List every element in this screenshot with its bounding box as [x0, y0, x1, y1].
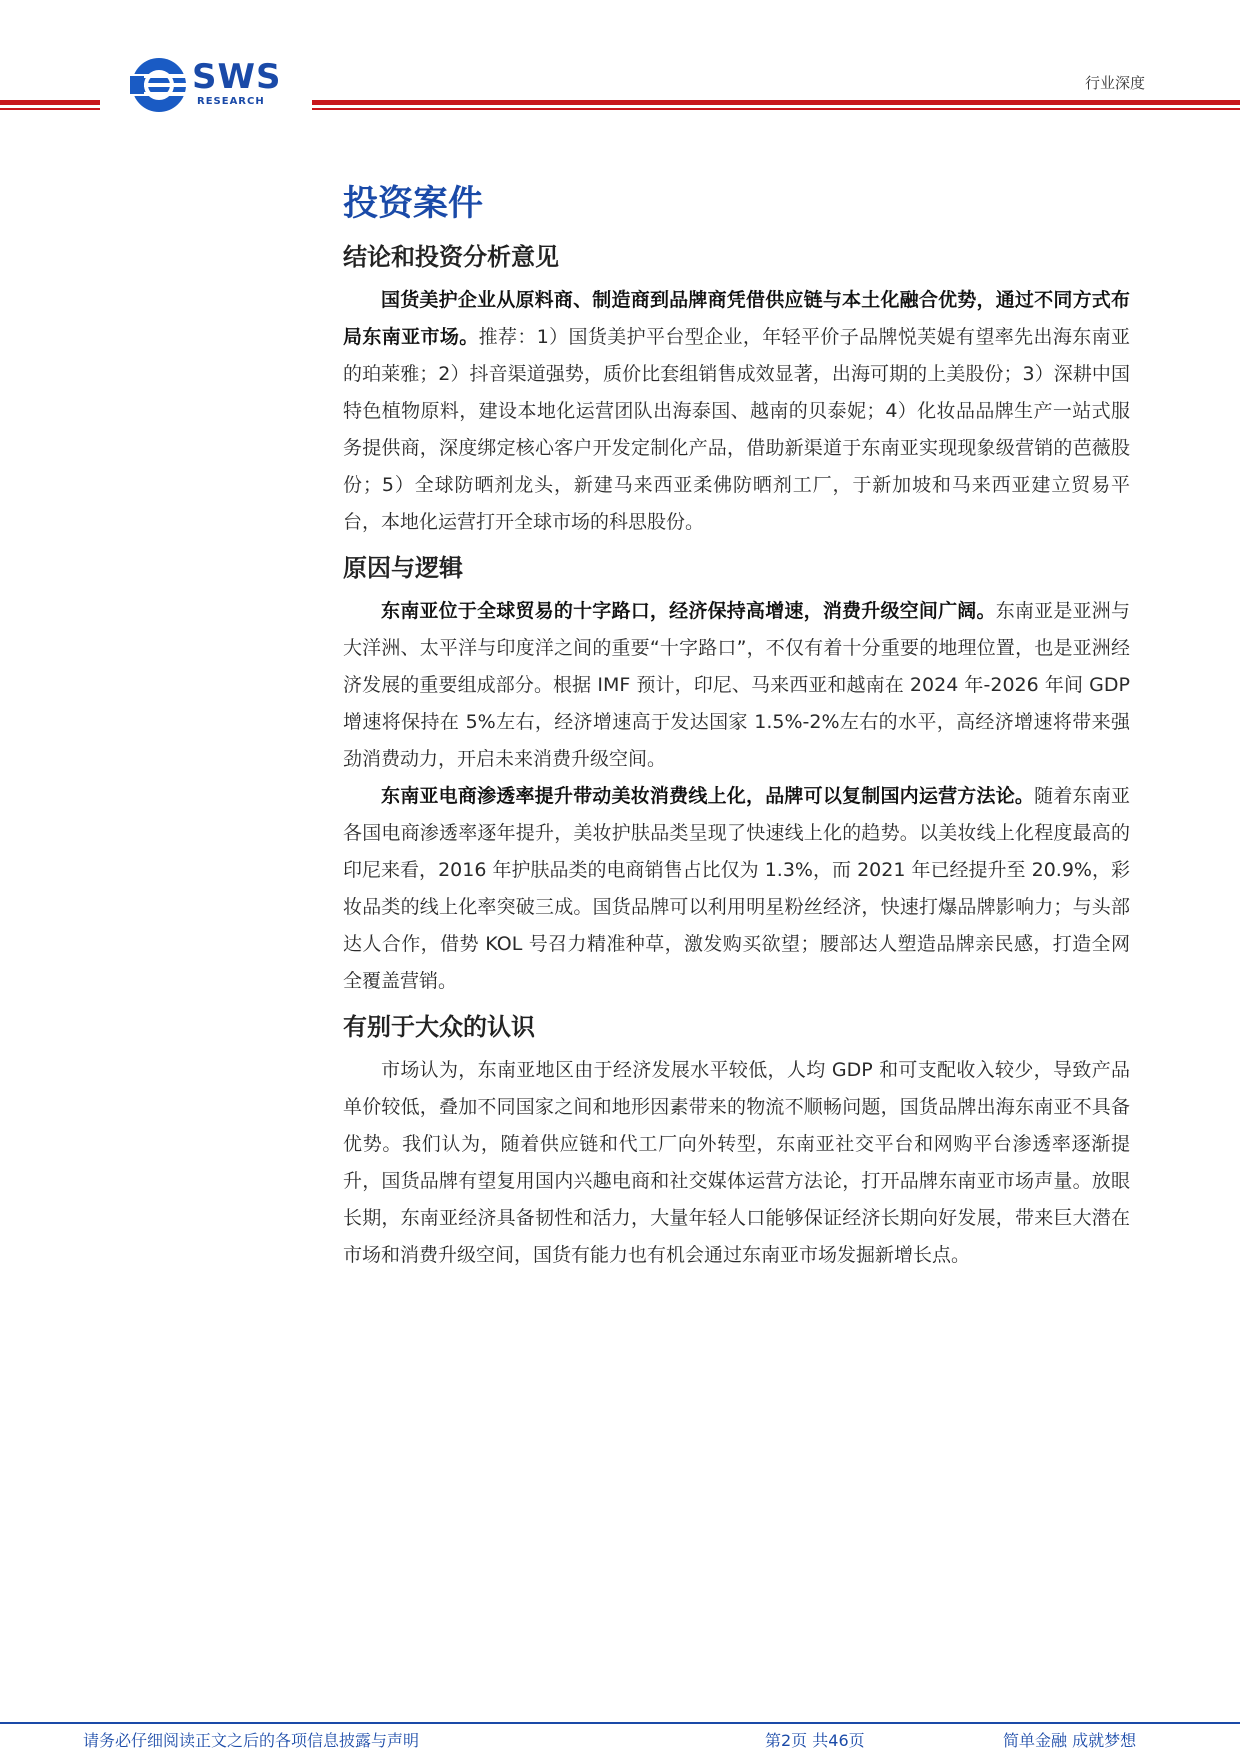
paragraph [343, 593, 1130, 778]
paragraph-body: 随着东南亚各国电商渗透率逐年提升，美妆护肤品类呈现了快速线上化的趋势。以美妆线上化程度最高的印尼来看，2016 年护肤品类的电商销售占比仅为 1.3%，而 2021 年已经提升至 20.9%，彩妆品类的线上化率突破三成。国货品牌可以利用明星粉丝经济，快速打爆品牌影响力；与头部达人合作，借势 KOL 号召力精准种草，激发购买欲望；腰部达人塑造品牌亲民感，打造全网全覆盖营销。 [343, 785, 1130, 992]
paragraph [343, 1052, 1130, 1274]
paragraph-body: 东南亚是亚洲与大洋洲、太平洋与印度洋之间的重要“十字路口”，不仅有着十分重要的地理位置，也是亚洲经济发展的重要组成部分。根据 IMF 预计，印尼、马来西亚和越南在 2024 年-2026 年间 GDP 增速将保持在 5%左右，经济增速高于发达国家 1.5%-2%左右的水平，高经济增速将带来强劲消费动力，开启未来消费升级空间。 [343, 600, 1130, 770]
paragraph-body: 市场认为，东南亚地区由于经济发展水平较低，人均 GDP 和可支配收入较少，导致产品单价较低，叠加不同国家之间和地形因素带来的物流不顺畅问题，国货品牌出海东南亚不具备优势。我们认为，随着供应链和代工厂向外转型，东南亚社交平台和网购平台渗透率逐渐提升，国货品牌有望复用国内兴趣电商和社交媒体运营方法论，打开品牌东南亚市场声量。放眼长期，东南亚经济具备韧性和活力，大量年轻人口能够保证经济长期向好发展，带来巨大潜在市场和消费升级空间，国货有能力也有机会通过东南亚市场发掘新增长点。 [343, 1059, 1130, 1266]
footer-slogan: 简单金融 成就梦想 [1003, 1731, 1137, 1750]
section-conclusion [343, 238, 1130, 541]
page-number: 第2页 共46页 [765, 1731, 865, 1750]
paragraph [343, 282, 1130, 541]
paragraph-lead: 东南亚电商渗透率提升带动美妆消费线上化，品牌可以复制国内运营方法论。 [381, 785, 1035, 807]
section-heading: 结论和投资分析意见 [343, 243, 559, 271]
page-title: 投资案件 [343, 184, 484, 224]
section-heading: 有别于大众的认识 [343, 1013, 535, 1041]
header-rule-left-thin [0, 108, 100, 110]
footer-disclaimer: 请务必仔细阅读正文之后的各项信息披露与声明 [83, 1731, 420, 1750]
section-differentiated-view [343, 1008, 1130, 1274]
paragraph-lead: 国货美护企业从原料商、制造商到品牌商凭借供应链与本土化融合优势，通过不同方式布局东南亚市场。 [343, 289, 1130, 348]
header-rule-right-thin [312, 108, 1240, 110]
paragraph [343, 778, 1130, 1000]
footer-rule [0, 1722, 1240, 1724]
main-content [343, 178, 1130, 1274]
report-category: 行业深度 [1084, 74, 1145, 92]
paragraph-lead: 东南亚位于全球贸易的十字路口，经济保持高增速，消费升级空间广阔。 [381, 600, 996, 622]
sws-logo [130, 54, 290, 118]
section-reasoning [343, 549, 1130, 1000]
section-heading: 原因与逻辑 [343, 554, 463, 582]
paragraph-body: 推荐：1）国货美护平台型企业，年轻平价子品牌悦芙媞有望率先出海东南亚的珀莱雅；2）抖音渠道强势，质价比套组销售成效显著，出海可期的上美股份；3）深耕中国特色植物原料，建设本地化运营团队出海泰国、越南的贝泰妮；4）化妆品品牌生产一站式服务提供商，深度绑定核心客户开发定制化产品，借助新渠道于东南亚实现现象级营销的芭薇股份；5）全球防晒剂龙头，新建马来西亚柔佛防晒剂工厂，于新加坡和马来西亚建立贸易平台，本地化运营打开全球市场的科思股份。 [343, 326, 1130, 533]
logo-wordmark: SWS [192, 57, 282, 97]
header-rule-right [312, 100, 1240, 105]
sws-globe-icon [130, 56, 188, 114]
header-rule-left [0, 100, 100, 105]
logo-subtitle: RESEARCH [197, 96, 265, 107]
